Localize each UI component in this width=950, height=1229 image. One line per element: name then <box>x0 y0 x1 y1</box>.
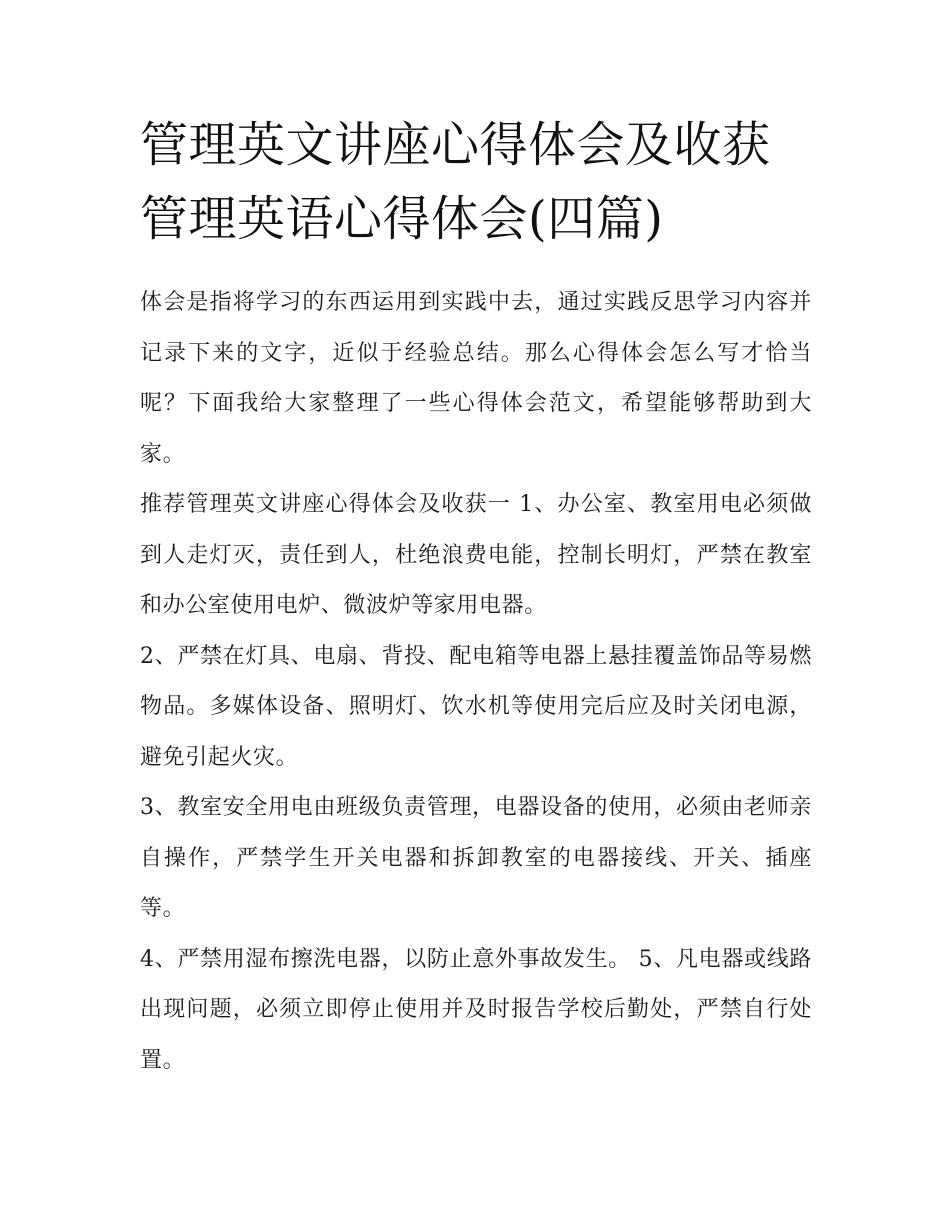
document-title: 管理英文讲座心得体会及收获管理英语心得体会(四篇) <box>140 117 771 247</box>
intro-paragraph: 体会是指将学习的东西运用到实践中去，通过实践反思学习内容并记录下来的文字，近似于经验总结。那么心得体会怎么写才恰当呢？下面我给大家整理了一些心得体会范文，希望能够帮助到大家。 <box>140 290 812 467</box>
document-body <box>140 108 812 1086</box>
rule-paragraph-3: 3、教室安全用电由班级负责管理，电器设备的使用，必须由老师亲自操作，严禁学生开关电器和拆卸教室的电器接线、开关、插座等。 <box>140 795 812 921</box>
rule-paragraph-1: 推荐管理英文讲座心得体会及收获一 1、办公室、教室用电必须做到人走灯灭，责任到人，杜绝浪费电能，控制长明灯，严禁在教室和办公室使用电炉、微波炉等家用电器。 <box>140 492 812 618</box>
rule-paragraph-2: 2、严禁在灯具、电扇、背投、配电箱等电器上悬挂覆盖饰品等易燃物品。多媒体设备、照明灯、饮水机等使用完后应及时关闭电源，避免引起火灾。 <box>140 643 812 770</box>
rule-paragraph-4-5: 4、严禁用湿布擦洗电器，以防止意外事故发生。 5、凡电器或线路出现问题，必须立即停止使用并及时报告学校后勤处，严禁自行处置。 <box>140 946 812 1073</box>
